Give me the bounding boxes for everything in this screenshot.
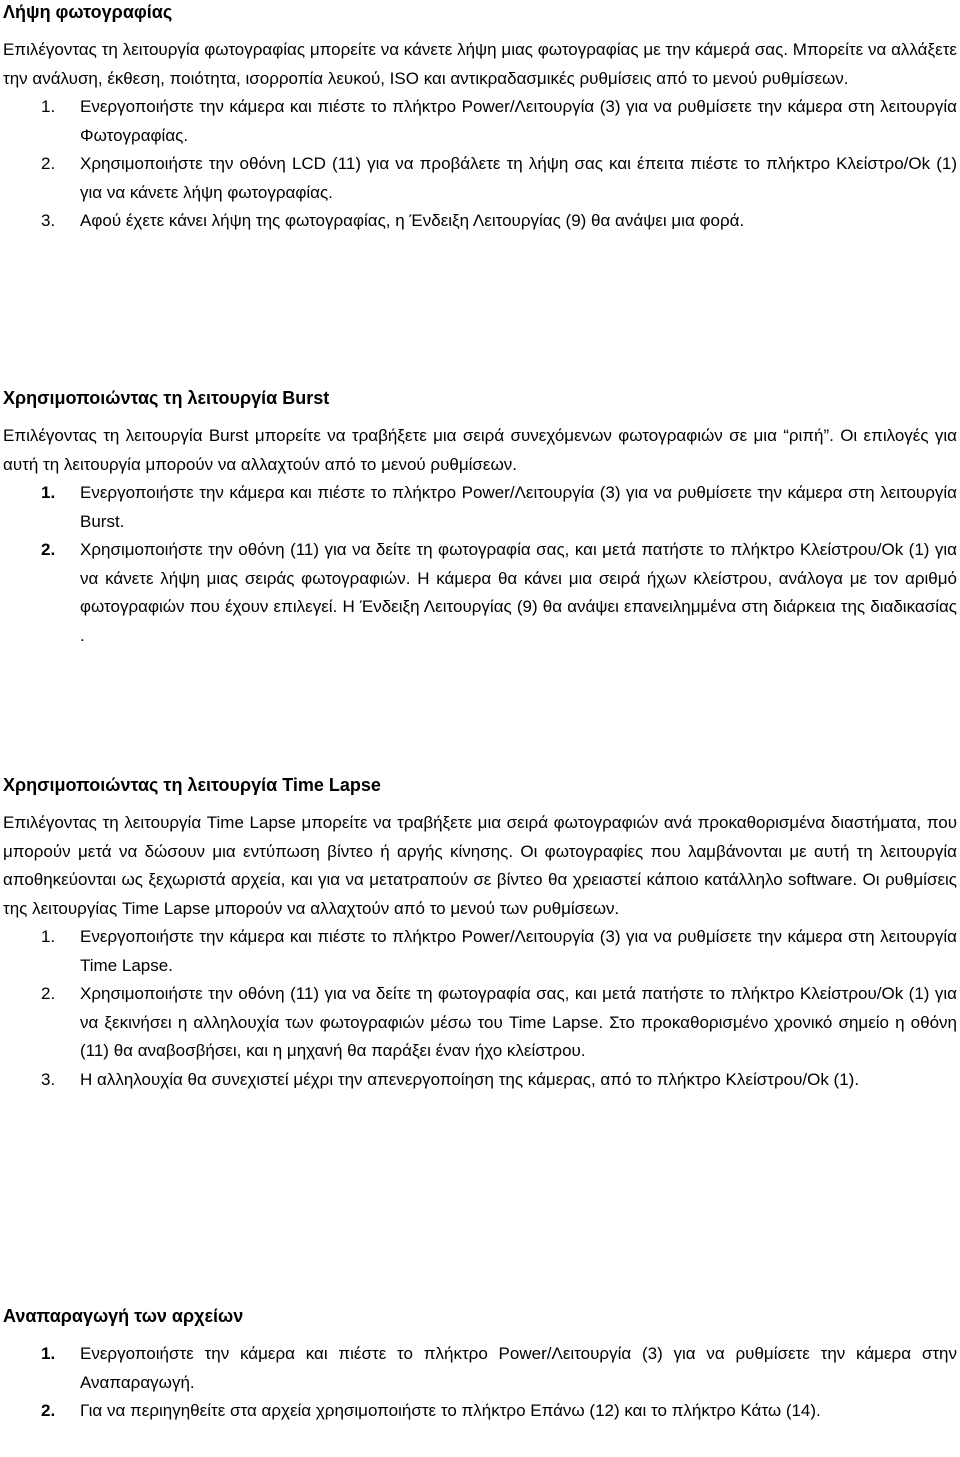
step-text: Η αλληλουχία θα συνεχιστεί μέχρι την απενεργοποίηση της κάμερας, από το πλήκτρο Κλείστρου/Ok (1). [80, 1069, 860, 1089]
section-title: Αναπαραγωγή των αρχείων [3, 1306, 244, 1326]
section-title: Λήψη φωτογραφίας [3, 2, 173, 22]
step-number: 3. [41, 1069, 56, 1089]
section-intro: Επιλέγοντας τη λειτουργία Burst μπορείτε να τραβήξετε μια σειρά συνεχόμενων φωτογραφιών σε μια “ριπή”. Οι επιλογές για αυτή τη λειτουργία μπορούν να αλλαχτούν από το μενού ρυθμίσεων. [3, 426, 957, 474]
step-number: 2. [41, 1401, 56, 1420]
step-number: 2. [41, 154, 56, 173]
step-text: Ενεργοποιήστε την κάμερα και πιέστε το πλήκτρο Power/Λειτουργία (3) για να ρυθμίσετε την κάμερα στη λειτουργία Time Lapse. [80, 927, 957, 975]
steps-list [3, 923, 957, 1094]
steps-list [3, 1340, 957, 1426]
section-playback [3, 1304, 957, 1426]
list-item [3, 1340, 957, 1397]
list-item [3, 93, 957, 150]
section-intro: Επιλέγοντας τη λειτουργία Time Lapse μπορείτε να τραβήξετε μια σειρά φωτογραφιών ανά προκαθορισμένα διαστήματα, που μπορούν μετά να δώσουν μια εντύπωση βίντεο ή αργής κίνησης. Οι φωτογραφίες που λαμβάνονται με αυτή τη λειτουργία αποθηκεύονται ως ξεχωριστά αρχεία, και για να μετατραπούν σε βίντεο θα χρειαστεί κάποιο κατάλληλο software. Οι ρυθμίσεις της λειτουργίας Time Lapse μπορούν να αλλαχτούν από το μενού των ρυθμίσεων. [3, 813, 957, 918]
step-text: Χρησιμοποιήστε την οθόνη (11) για να δείτε τη φωτογραφία σας, και μετά πατήστε το πλήκτρο Κλείστρου/Ok (1) για να ξεκινήσει η αλληλουχία των φωτογραφιών μέσω του Time Lapse. Στο προκαθορισμένο χρονικό σημείο η οθόνη (11) θα αναβοσβήσει, και η μηχανή θα παράξει έναν ήχο κλείστρου. [80, 984, 957, 1060]
section-burst [3, 386, 957, 650]
section-title: Χρησιμοποιώντας τη λειτουργία Burst [3, 388, 330, 408]
list-item [3, 1397, 957, 1426]
step-number: 1. [41, 97, 56, 116]
step-number: 3. [41, 211, 56, 230]
list-item [3, 980, 957, 1066]
section-title: Χρησιμοποιώντας τη λειτουργία Time Lapse [3, 775, 381, 795]
step-number: 1. [41, 927, 56, 946]
list-item [3, 923, 957, 980]
step-text: Χρησιμοποιήστε την οθόνη (11) για να δείτε τη φωτογραφία σας, και μετά πατήστε το πλήκτρο Κλείστρου/Ok (1) για να κάνετε λήψη μιας σειράς φωτογραφιών. Η κάμερα θα κάνει μια σειρά ήχων κλείστρου, ανάλογα με τον αριθμό φωτογραφιών που έχουν επιλεγεί. Η Ένδειξη Λειτουργίας (9) θα ανάψει επανειλημμένα στη διάρκεια της διαδικασίας . [80, 540, 957, 645]
step-number: 2. [41, 984, 56, 1003]
step-text: Χρησιμοποιήστε την οθόνη LCD (11) για να προβάλετε τη λήψη σας και έπειτα πιέστε το πλήκτρο Κλείστρο/Ok (1) για να κάνετε λήψη φωτογραφίας. [80, 154, 957, 202]
section-photo [3, 0, 957, 236]
step-text: Ενεργοποιήστε την κάμερα και πιέστε το πλήκτρο Power/Λειτουργία (3) για να ρυθμίσετε την κάμερα στη λειτουργία Φωτογραφίας. [80, 97, 957, 145]
list-item [3, 536, 957, 650]
step-number: 1. [41, 483, 56, 502]
list-item [3, 1066, 957, 1095]
step-number: 1. [41, 1344, 56, 1363]
steps-list [3, 93, 957, 236]
step-text: Για να περιηγηθείτε στα αρχεία χρησιμοποιήστε το πλήκτρο Επάνω (12) και το πλήκτρο Κάτω (14). [80, 1401, 821, 1420]
step-text: Ενεργοποιήστε την κάμερα και πιέστε το πλήκτρο Power/Λειτουργία (3) για να ρυθμίσετε την κάμερα στη λειτουργία Burst. [80, 483, 957, 531]
step-text: Αφού έχετε κάνει λήψη της φωτογραφίας, η Ένδειξη Λειτουργίας (9) θα ανάψει μια φορά. [80, 211, 745, 230]
section-time-lapse [3, 773, 957, 1094]
step-text: Ενεργοποιήστε την κάμερα και πιέστε το πλήκτρο Power/Λειτουργία (3) για να ρυθμίσετε την κάμερα στην Αναπαραγωγή. [80, 1344, 957, 1392]
section-intro: Επιλέγοντας τη λειτουργία φωτογραφίας μπορείτε να κάνετε λήψη μιας φωτογραφίας με την κάμερά σας. Μπορείτε να αλλάξετε την ανάλυση, έκθεση, ποιότητα, ισορροπία λευκού, ISO και αντικραδασμικές ρυθμίσεις από το μενού ρυθμίσεων. [3, 40, 957, 88]
list-item [3, 479, 957, 536]
step-number: 2. [41, 540, 56, 559]
list-item [3, 207, 957, 236]
steps-list [3, 479, 957, 650]
list-item [3, 150, 957, 207]
